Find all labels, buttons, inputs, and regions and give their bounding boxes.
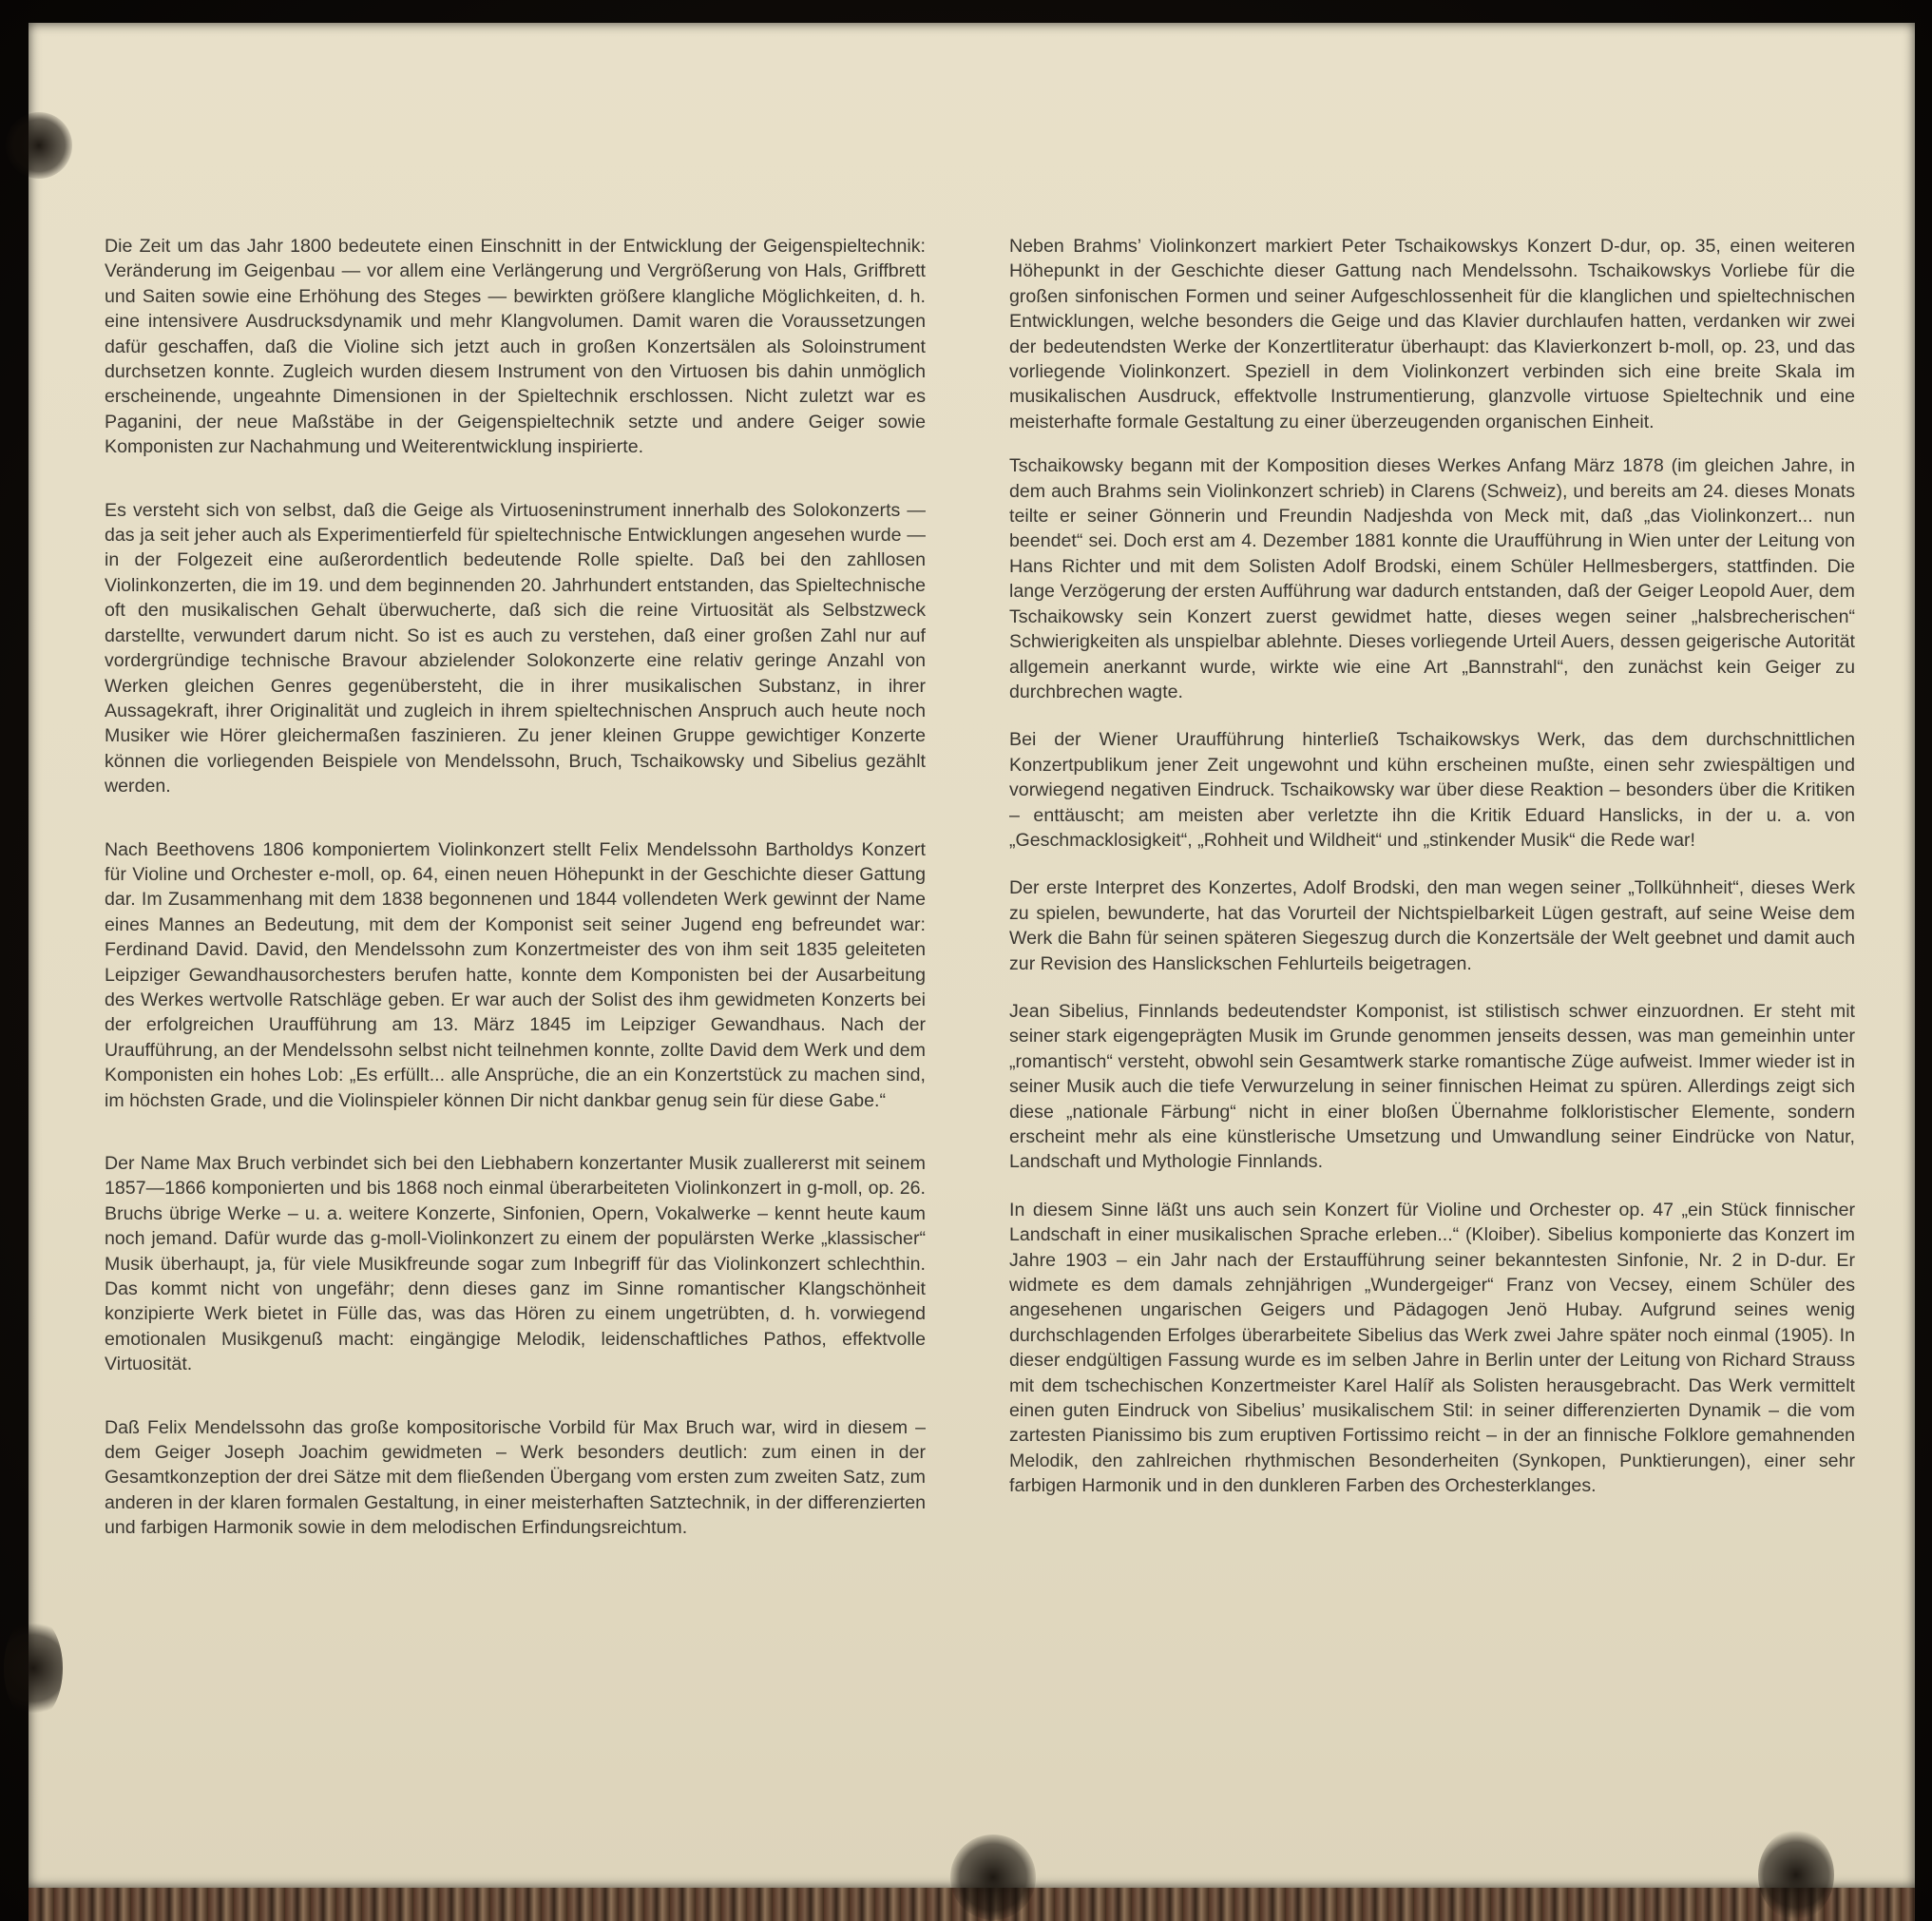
bottom-shadow-1 bbox=[950, 1835, 1036, 1920]
paragraph: Bei der Wiener Uraufführung hinterließ Tschaikowskys Werk, das dem durchschnittlichen Konzertpublikum jener Zeit ungewohnt und kühn erscheinen mußte, einen sehr zwiespältigen und vorwiegend negativen Eindruck. Tschaikowsky war über diese Reaktion – besonders über die Kritiken – enttäuscht; am meisten aber verletzte ihn die Kritik Eduard Hanslicks, in der u. a. von „Geschmacklosigkeit“, „Rohheit und Wildheit“ und „stinkender Musik“ die Rede war! bbox=[1009, 729, 1855, 851]
paragraph: In diesem Sinne läßt uns auch sein Konzert für Violine und Orchester op. 47 „ein Stück finnischer Landschaft in einer musikalischen Sprache erleben...“ (Kloiber). Sibelius komponierte das Konzert im Jahre 1903 – ein Jahr nach der Erstaufführung seiner bekanntesten Sinfonie, Nr. 2 in D-dur. Er widmete es dem damals zehnjährigen „Wundergeiger“ Franz von Vecsey, einem Schüler des angesehenen ungarischen Geigers und Pädagogen Jenö Hubay. Aufgrund seines wenig durchschlagenden Erfolges überarbeitete Sibelius das Werk zwei Jahre später noch einmal (1905). In dieser endgültigen Fassung wurde es im selben Jahre in Berlin unter der Leitung von Richard Strauss mit dem tschechischen Konzertmeister Karel Halíř als Solisten herausgebracht. Das Werk vermittelt einen guten Eindruck von Sibelius’ musikalischem Stil: in seiner differenzierten Dynamik – die vom zartesten Pianissimo bis zum eruptiven Fortissimo reicht – in der an finnische Folklore gemahnenden Melodik, den zahlreichen rhythmischen Besonderheiten (Synkopen, Punktierungen), einer sehr farbigen Harmonik und in den dunkleren Farben des Orchesterklanges. bbox=[1009, 1199, 1855, 1497]
paragraph: Der erste Interpret des Konzertes, Adolf Brodski, den man wegen seiner „Tollkühnheit“, dieses Werk zu spielen, bewunderte, hat das Vorurteil der Nichtspielbarkeit Lügen gestraft, auf seine Weise dem Werk die Bahn für seinen späteren Siegeszug durch die Konzertsäle der Welt geebnet und damit auch zur Revision des Hanslickschen Fehlurteils beigetragen. bbox=[1009, 877, 1855, 974]
paragraph: Daß Felix Mendelssohn das große kompositorische Vorbild für Max Bruch war, wird in diesem – dem Geiger Joseph Joachim gewidmeten – Werk besonders deutlich: zum einen in der Gesamtkonzeption der drei Sätze mit dem fließenden Übergang vom ersten zum zweiten Satz, zum anderen in der klaren formalen Gestaltung, in einer meisterhaften Satztechnik, in der differenzierten und farbigen Harmonik sowie in dem melodischen Erfindungsreichtum. bbox=[105, 1416, 926, 1539]
paragraph: Es versteht sich von selbst, daß die Geige als Virtuoseninstrument innerhalb des Solokonzerts — das ja seit jeher auch als Experimentierfeld für spieltechnische Entwicklungen angesehen wurde — in der Folgezeit eine außerordentlich bedeutende Rolle spielte. Daß bei den zahllosen Violinkonzerten, die im 19. und dem beginnenden 20. Jahrhundert entstanden, das Spieltechnische oft den musikalischen Gehalt überwucherte, daß sich die reine Virtuosität als Selbstzweck darstellte, verwundert darum nicht. So ist es auch zu verstehen, daß einer großen Zahl nur auf vordergründige technische Bravour abzielender Solokonzerte eine relativ geringe Anzahl von Werken gleichen Genres gegenübersteht, die in ihrer musikalischen Substanz, in ihrer Aussagekraft, ihrer Originalität und zugleich in ihrem spieltechnischen Anspruch auch heute noch Musiker wie Hörer gleichermaßen faszinieren. Zu jener kleinen Gruppe gewichtiger Konzerte können die vorliegenden Beispiele von Mendelssohn, Bruch, Tschaikowsky und Sibelius gezählt werden. bbox=[105, 499, 926, 797]
paragraph: Der Name Max Bruch verbindet sich bei den Liebhabern konzertanter Musik zuallererst mit seinem 1857—1866 komponierten und bis 1868 noch einmal überarbeiteten Violinkonzert in g-moll, op. 26. Bruchs übrige Werke – u. a. weitere Konzerte, Sinfonien, Opern, Vokalwerke – kennt heute kaum noch jemand. Dafür wurde das g-moll-Violinkonzert zu einem der populärsten Werke „klassischer“ Musik überhaupt, ja, für viele Musikfreunde sogar zum Inbegriff für das Violinkonzert schlechthin. Das kommt nicht von ungefähr; denn dieses ganz im Sinne romantischer Klangschönheit konzipierte Werk bietet in Fülle das, was das Hören zu einem ungetrübten, d. h. vorwiegend emotionalen Musikgenuß macht: eingängige Melodik, leidenschaftliches Pathos, effektvolle Virtuosität. bbox=[105, 1153, 926, 1375]
paragraph: Neben Brahms’ Violinkonzert markiert Peter Tschaikowskys Konzert D-dur, op. 35, einen weiteren Höhepunkt in der Geschichte dieser Gattung nach Mendelssohn. Tschaikowskys Vorliebe für die großen sinfonischen Formen und seiner Aufgeschlossenheit für die klanglichen und spieltechnischen Entwicklungen, welche besonders die Geige und das Klavier durchlaufen hatten, verdanken wir zwei der bedeutendsten Werke der Konzertliteratur überhaupt: das Klavierkonzert b-moll, op. 23, und das vorliegende Violinkonzert. Speziell in dem Violinkonzert verbinden sich eine breite Skala im musikalischen Ausdruck, effektvolle Instrumentierung, glanzvolle virtuose Spieltechnik und eine meisterhafte formale Gestaltung zu einer überzeugenden organischen Einheit. bbox=[1009, 236, 1855, 432]
right-text-column bbox=[1009, 234, 1855, 1499]
paragraph: Tschaikowsky begann mit der Komposition dieses Werkes Anfang März 1878 (im gleichen Jahre, in dem auch Brahms sein Violinkonzert schrieb) in Clarens (Schweiz), und bereits am 24. dieses Monats teilte er seiner Gönnerin und Freundin Nadjeshda von Meck mit, daß „das Violinkonzert... nun beendet“ sei. Doch erst am 4. Dezember 1881 konnte die Uraufführung in Wien unter der Leitung von Hans Richter und mit dem Solisten Adolf Brodski, einem Schüler Hellmesbergers, stattfinden. Die lange Verzögerung der ersten Aufführung war dadurch entstanden, daß der Geiger Leopold Auer, dem Tschaikowsky sein Konzert zuerst gewidmet hatte, dieses wegen seiner „halsbrecherischen“ Schwierigkeiten als unspielbar ablehnte. Dieses vorliegende Urteil Auers, dessen geigerische Autorität allgemein anerkannt wurde, wirkte wie eine Art „Bannstrahl“, den zunächst kein Geiger zu durchbrechen wagte. bbox=[1009, 455, 1855, 702]
left-shadow-1 bbox=[6, 112, 72, 179]
bottom-shadow-2 bbox=[1758, 1830, 1834, 1920]
paragraph: Die Zeit um das Jahr 1800 bedeutete einen Einschnitt in der Entwicklung der Geigenspieltechnik: Veränderung im Geigenbau — vor allem eine Verlängerung und Vergrößerung von Hals, Griffbrett und Saiten sowie eine Erhöhung des Steges — bewirkten größere klangliche Möglichkeiten, d. h. eine intensivere Ausdrucksdynamik und mehr Klangvolumen. Damit waren die Voraussetzungen dafür geschaffen, daß die Violine sich jetzt auch in großen Konzertsälen als Soloinstrument durchsetzen konnte. Zugleich wurden diesem Instrument von den Virtuosen bis dahin unmöglich erscheinende, ungeahnte Dimensionen in der Spieltechnik erschlossen. Nicht zuletzt war es Paganini, der neue Maßstäbe in der Geigenspieltechnik setzte und andere Geiger sowie Komponisten zur Nachahmung und Weiterentwicklung inspirierte. bbox=[105, 236, 926, 458]
paragraph: Jean Sibelius, Finnlands bedeutendster Komponist, ist stilistisch schwer einzuordnen. Er steht mit seiner stark eigengeprägten Musik im Grunde genommen jenseits dessen, was man gemeinhin unter „romantisch“ versteht, obwohl sein Gesamtwerk starke romantische Züge aufweist. Immer wieder ist in seiner Musik auch die tiefe Verwurzelung in seiner finnischen Heimat zu spüren. Allerdings zeigt sich diese „nationale Färbung“ nicht in einer bloßen Übernahme folkloristischer Elemente, sondern erscheint mehr als eine künstlerische Umsetzung und Umwandlung seiner Eindrücke von Natur, Landschaft und Mythologie Finnlands. bbox=[1009, 1000, 1855, 1173]
left-text-column bbox=[105, 234, 926, 1541]
left-shadow-2 bbox=[4, 1616, 63, 1720]
paragraph: Nach Beethovens 1806 komponiertem Violinkonzert stellt Felix Mendelssohn Bartholdys Konzert für Violine und Orchester e-moll, op. 64, einen neuen Höhepunkt in der Geschichte dieser Gattung dar. Im Zusammenhang mit dem 1838 begonnenen und 1844 vollendeten Werk gewinnt der Name eines Mannes an Bedeutung, mit dem der Komponist seit seiner Jugend eng befreundet war: Ferdinand David. David, den Mendelssohn zum Konzertmeister des von ihm seit 1835 geleiteten Leipziger Gewandhausorchesters berufen hatte, konnte dem Komponisten bei der Ausarbeitung des Werkes wertvolle Ratschläge geben. Er war auch der Solist des ihm gewidmeten Konzerts bei der erfolgreichen Uraufführung am 13. März 1845 im Leipziger Gewandhaus. Nach der Uraufführung, an der Mendelssohn selbst nicht teilnehmen konnte, zollte David dem Werk und dem Komponisten ein hohes Lob: „Es erfüllt... alle Ansprüche, die an ein Konzertstück zu machen sind, im höchsten Grade, und die Violinspieler können Dir nicht dankbar genug sein für diese Gabe.“ bbox=[105, 838, 926, 1111]
